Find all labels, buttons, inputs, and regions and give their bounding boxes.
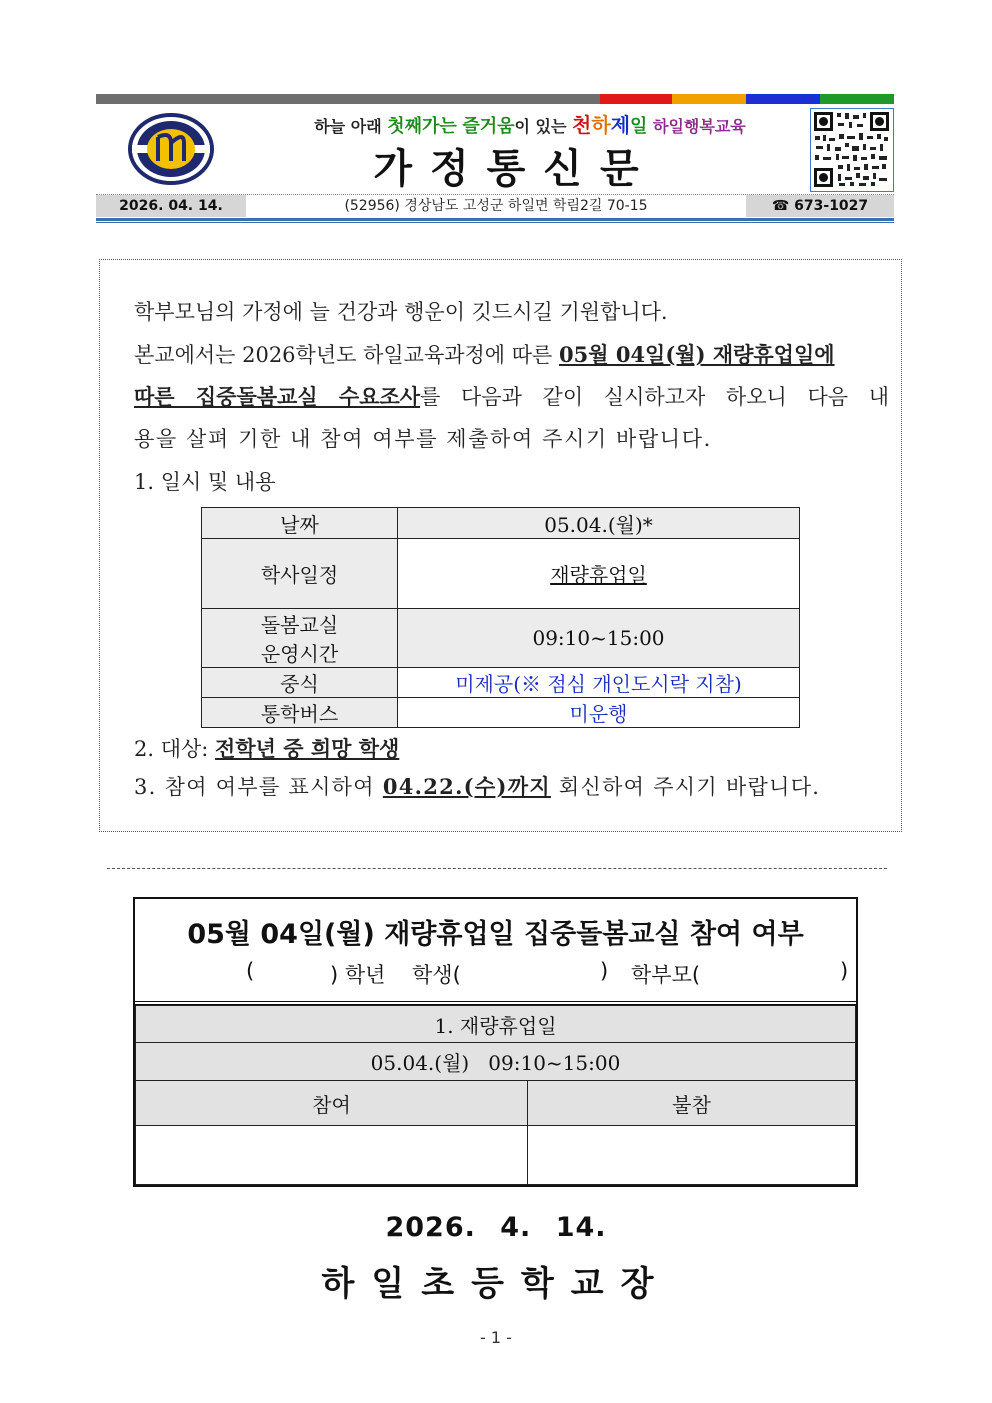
header-divider-thin [96, 222, 894, 223]
attendance-table [135, 1005, 856, 1185]
section-heading: 1. 일시 및 내용 [134, 470, 276, 494]
table-row [136, 1006, 856, 1043]
label-line: 돌봄교실 [260, 613, 339, 637]
page-number: - 1 - [480, 1328, 512, 1347]
deadline-date: 04.22.(수)까지 [382, 774, 551, 799]
row-value: 09:10~15:00 [398, 609, 800, 668]
intro-text: 본교에서는 2026학년도 하일교육과정에 따른 [134, 343, 560, 367]
table-row [202, 609, 800, 668]
slogan-highlight: 제 [610, 113, 631, 137]
school-emblem-icon [128, 113, 214, 185]
table-row [202, 539, 800, 609]
school-address: (52956) 경상남도 고성군 하일면 학림2길 70-15 [344, 198, 648, 214]
table-row [136, 1126, 856, 1185]
attend-header: 참여 [136, 1081, 528, 1126]
form-datetime: 05.04.(월) 09:10~15:00 [136, 1043, 856, 1081]
principal-signature: 하일초등학교장 [321, 1264, 671, 1304]
slogan-part: 하늘 아래 [314, 117, 388, 136]
intro-line3: 용을 살펴 기한 내 참여 여부를 제출하여 주시기 바랍니다. [134, 427, 712, 451]
color-segment-orange [672, 94, 746, 104]
slogan-highlight: 천 [572, 113, 592, 137]
table-row [202, 698, 800, 728]
color-segment-red [600, 94, 672, 104]
qr-code-icon [810, 108, 894, 192]
deadline-text: 3. 참여 여부를 표시하여 [134, 775, 383, 799]
page-title: 가정통신문 [373, 146, 657, 192]
row-value [398, 539, 800, 609]
greeting: 학부모님의 가정에 늘 건강과 행운이 깃드시길 기원합니다. [134, 300, 668, 324]
cut-line [107, 868, 887, 869]
issue-date: 2026. 04. 14. [96, 195, 246, 217]
slogan-highlight: 하 [591, 113, 611, 137]
schedule-table [201, 507, 800, 728]
deadline-text: 회신하여 주시기 바랍니다. [550, 775, 821, 799]
color-segment-gray [96, 94, 600, 104]
school-phone: ☎ 673-1027 [746, 195, 894, 217]
absent-checkbox-cell[interactable] [528, 1126, 856, 1185]
table-row [202, 508, 800, 539]
color-segment-blue [746, 94, 820, 104]
row-value: 05.04.(월)* [398, 508, 800, 539]
header-divider [96, 218, 894, 221]
row-label: 중식 [202, 668, 398, 698]
form-section: 1. 재량휴업일 [136, 1006, 856, 1043]
slogan-highlight: 일 [630, 116, 648, 137]
student-close: ) [600, 959, 609, 983]
grade-open: ( [246, 959, 255, 983]
slogan [250, 109, 810, 138]
target-line [134, 733, 399, 763]
academic-event: 재량휴업일 [550, 563, 647, 587]
slogan-highlight: 첫째가는 [387, 116, 457, 137]
target-label: 2. 대상: [134, 737, 216, 761]
table-row [202, 668, 800, 698]
color-segment-green [820, 94, 894, 104]
intro-line2 [134, 381, 889, 411]
label-line: 운영시간 [260, 642, 339, 666]
parent-label: 학부모( [631, 963, 701, 987]
intro-text: 를 다음과 같이 실시하고자 하오니 다음 내 [420, 385, 889, 409]
table-row [136, 1081, 856, 1126]
row-value: 미운행 [398, 698, 800, 728]
slogan-highlight: 즐거움 [462, 116, 515, 137]
student-label: 학생( [412, 963, 461, 987]
row-label: 통학버스 [202, 698, 398, 728]
table-row [136, 1043, 856, 1081]
header-color-bar [96, 94, 894, 104]
row-label: 학사일정 [202, 539, 398, 609]
slogan-part: 하일행복교육 [647, 117, 746, 136]
row-value: 미제공(※ 점심 개인도시락 지참) [398, 668, 800, 698]
grade-label: ) 학년 [330, 963, 386, 987]
parent-close: ) [840, 959, 849, 983]
row-label [202, 609, 398, 668]
row-label: 날짜 [202, 508, 398, 539]
attend-checkbox-cell[interactable] [136, 1126, 528, 1185]
form-title: 05월 04일(월) 재량휴업일 집중돌봄교실 참여 여부 [187, 919, 804, 950]
intro-highlight: 따른 집중돌봄교실 수요조사 [134, 384, 421, 409]
intro-line1 [134, 339, 835, 369]
slogan-part: 이 있는 [514, 117, 573, 136]
absent-header: 불참 [528, 1081, 856, 1126]
target-value: 전학년 중 희망 학생 [215, 736, 400, 761]
deadline-line [134, 771, 820, 801]
intro-highlight: 05월 04일(월) 재량휴업일에 [559, 342, 835, 367]
signature-date: 2026. 4. 14. [385, 1212, 607, 1243]
